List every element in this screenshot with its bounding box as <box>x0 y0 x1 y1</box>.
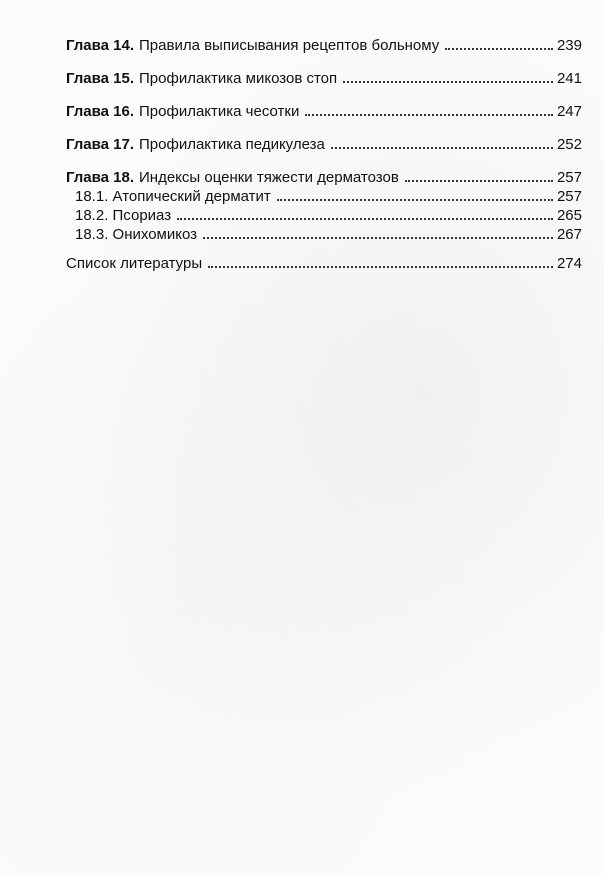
references-title: Список литературы <box>66 255 203 272</box>
toc-entry-chapter-17 <box>66 135 582 154</box>
toc-entry-references <box>66 254 582 273</box>
dot-leader <box>305 113 553 116</box>
dot-leader <box>331 146 553 149</box>
dot-leader <box>203 236 553 239</box>
dot-leader <box>208 265 553 268</box>
table-of-contents <box>66 36 582 273</box>
page-number: 247 <box>556 103 582 120</box>
subsection-title: 18.2. Псориаз <box>75 207 172 224</box>
toc-entry-chapter-14 <box>66 36 582 55</box>
chapter-number: Глава 17. <box>66 136 135 153</box>
chapter-title: Правила выписывания рецептов больному <box>139 37 440 54</box>
toc-entry-chapter-16 <box>66 102 582 121</box>
toc-subentry-18-3 <box>66 225 582 244</box>
toc-subentry-18-1 <box>66 187 582 206</box>
chapter-number: Глава 14. <box>66 37 135 54</box>
toc-entry-chapter-15 <box>66 69 582 88</box>
chapter-number: Глава 18. <box>66 169 135 186</box>
chapter-number: Глава 16. <box>66 103 135 120</box>
page-number: 257 <box>556 169 582 186</box>
chapter-number: Глава 15. <box>66 70 135 87</box>
dot-leader <box>405 179 553 182</box>
toc-entry-chapter-18 <box>66 168 582 187</box>
page-number: 241 <box>556 70 582 87</box>
page-number: 265 <box>556 207 582 224</box>
dot-leader <box>343 80 553 83</box>
chapter-title: Индексы оценки тяжести дерматозов <box>139 169 399 186</box>
chapter-title: Профилактика чесотки <box>139 103 300 120</box>
subsection-title: 18.3. Онихомикоз <box>75 226 198 243</box>
dot-leader <box>277 198 553 201</box>
dot-leader <box>445 47 553 50</box>
chapter-title: Профилактика микозов стоп <box>139 70 338 87</box>
page-number: 239 <box>556 37 582 54</box>
page-number: 274 <box>556 255 582 272</box>
chapter-title: Профилактика педикулеза <box>139 136 325 153</box>
page-number: 267 <box>556 226 582 243</box>
page-number: 252 <box>556 136 582 153</box>
subsection-title: 18.1. Атопический дерматит <box>75 188 271 205</box>
toc-subentry-18-2 <box>66 206 582 225</box>
dot-leader <box>177 217 553 220</box>
page-number: 257 <box>556 188 582 205</box>
